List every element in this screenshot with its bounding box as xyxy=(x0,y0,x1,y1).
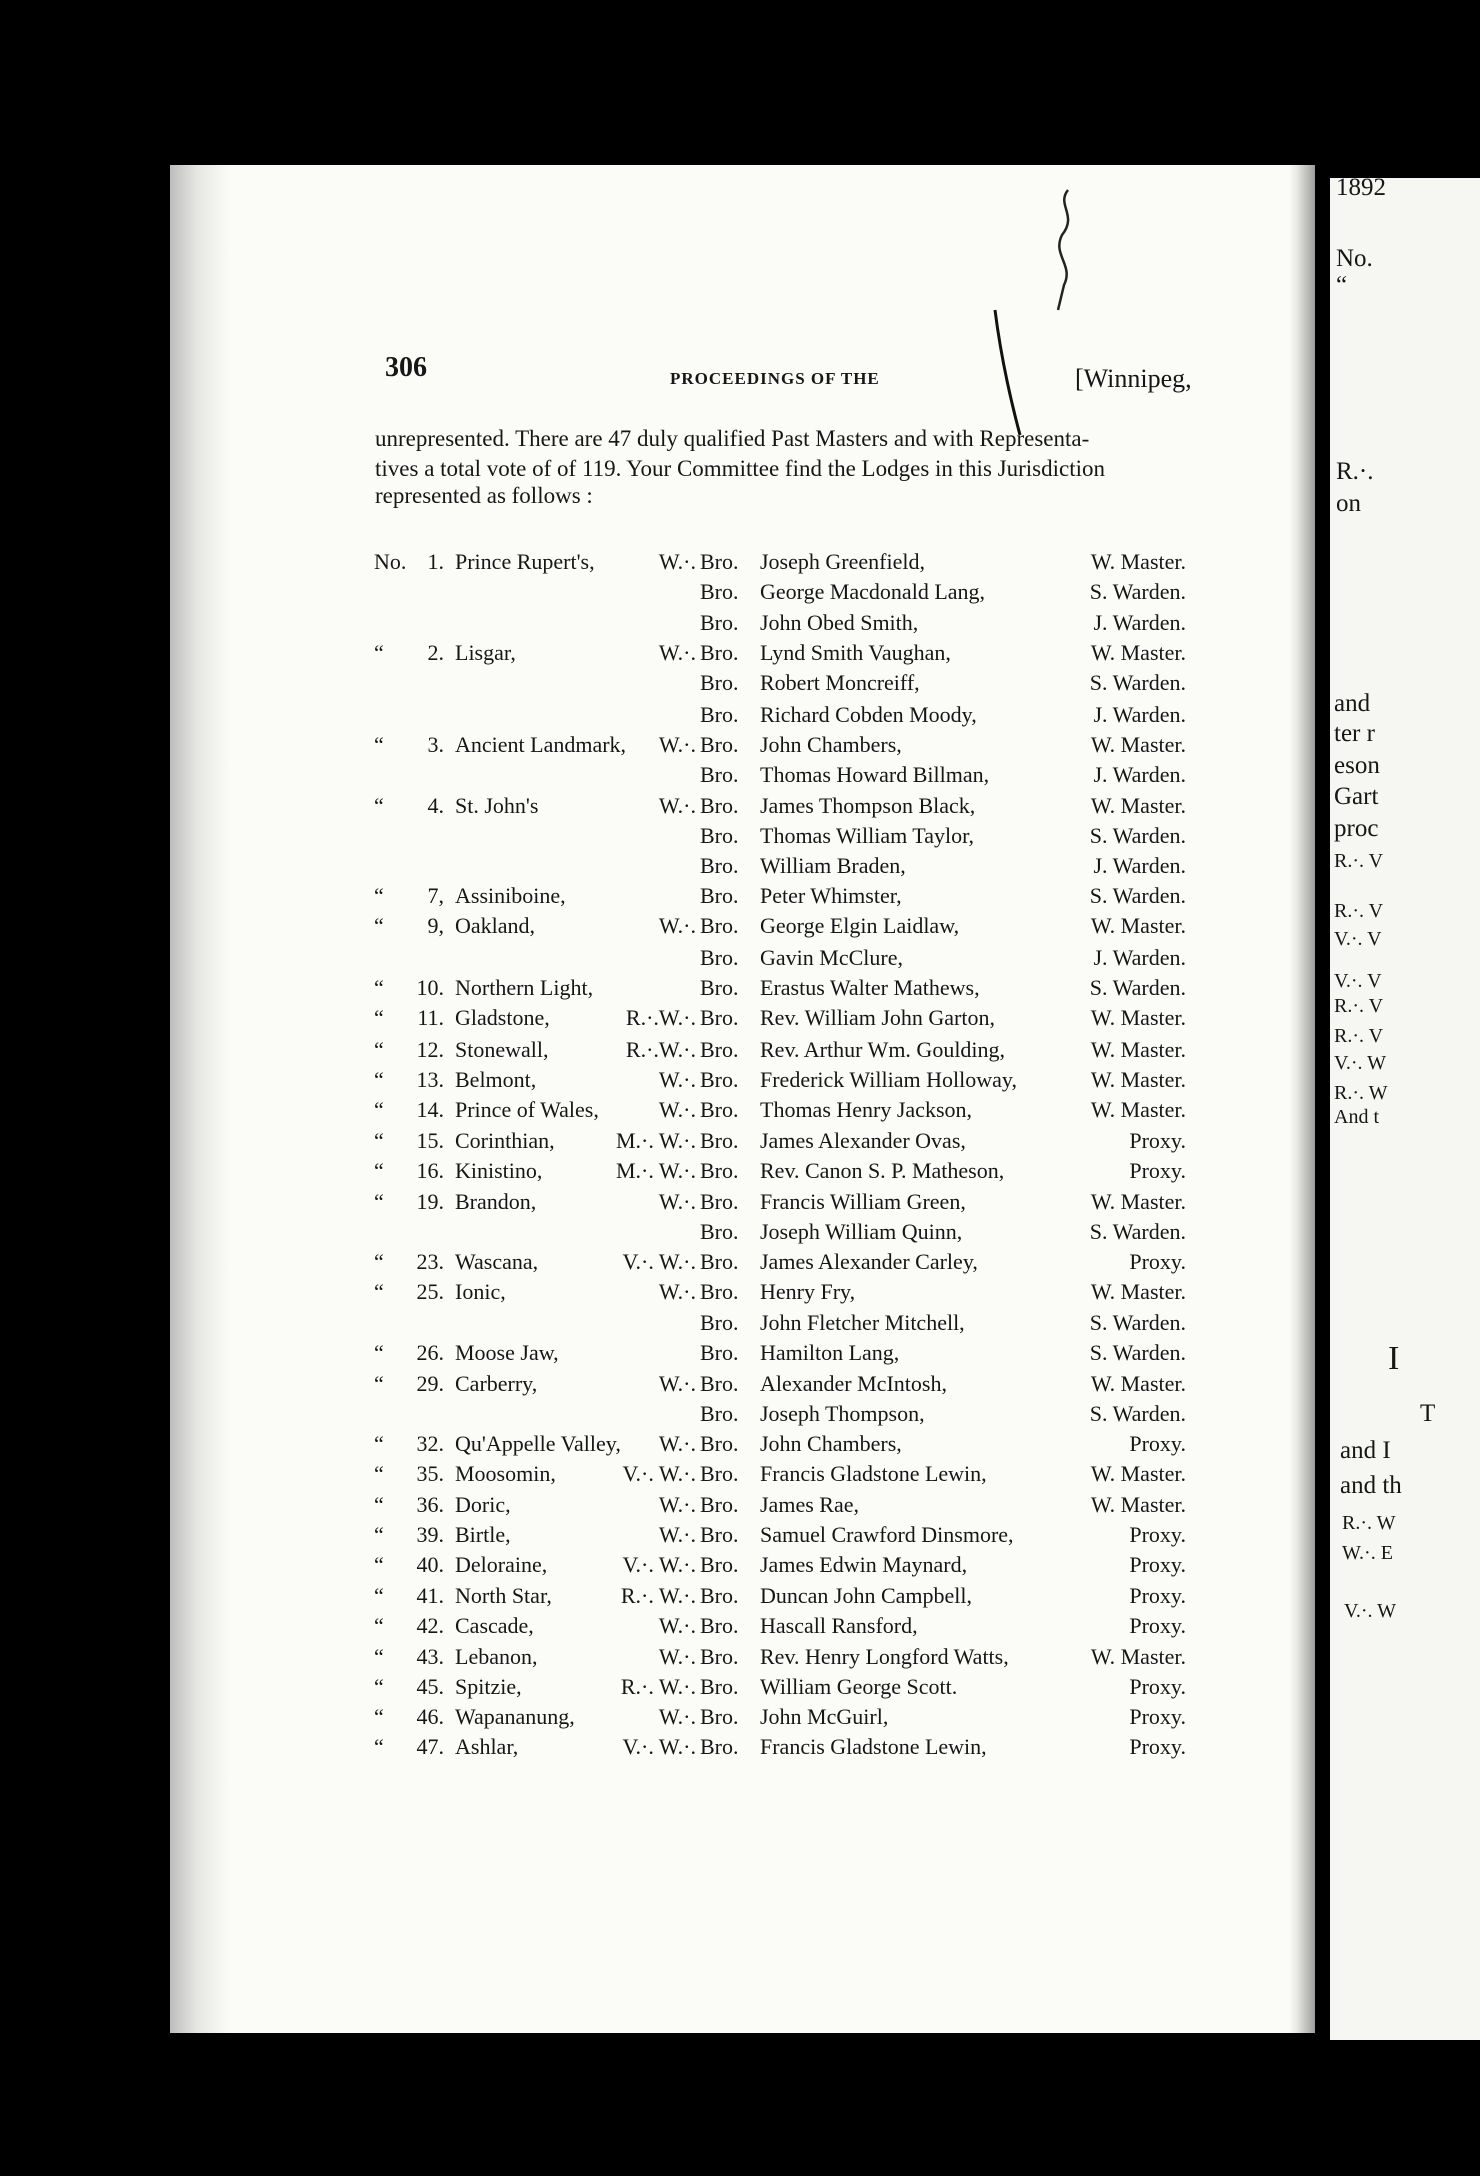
lodge-number: 7, xyxy=(427,883,444,908)
office-title: J. Warden. xyxy=(1093,853,1186,878)
member-name: John Obed Smith, xyxy=(760,610,919,635)
ditto-mark: “ xyxy=(374,1158,384,1183)
brother-prefix: Bro. xyxy=(700,1097,739,1122)
masonic-rank: V.·. W.·. xyxy=(622,1734,696,1759)
member-name: John Chambers, xyxy=(760,732,902,757)
brother-prefix: Bro. xyxy=(700,1613,739,1638)
brother-prefix: Bro. xyxy=(700,1644,739,1669)
office-title: W. Master. xyxy=(1090,793,1186,818)
brother-prefix: Bro. xyxy=(700,913,739,938)
ditto-mark: “ xyxy=(374,640,384,665)
adjacent-page-line: R.·. W xyxy=(1342,1512,1396,1534)
brother-prefix: Bro. xyxy=(700,1128,739,1153)
masonic-rank: R.·. W.·. xyxy=(620,1583,696,1608)
lodge-name: Deloraine, xyxy=(455,1552,548,1577)
masonic-rank: W.·. xyxy=(658,732,696,757)
member-name: Robert Moncreiff, xyxy=(760,670,920,695)
member-name: Samuel Crawford Dinsmore, xyxy=(760,1522,1014,1547)
adjacent-page-line: V.·. W xyxy=(1334,1052,1387,1074)
lodge-name: Ashlar, xyxy=(455,1734,519,1759)
adjacent-page-line: Gart xyxy=(1334,783,1379,810)
member-name: Hamilton Lang, xyxy=(760,1340,900,1365)
office-title: J. Warden. xyxy=(1093,610,1186,635)
member-name: Rev. Henry Longford Watts, xyxy=(760,1644,1009,1669)
office-title: W. Master. xyxy=(1090,1189,1186,1214)
adjacent-page-line: And t xyxy=(1334,1106,1379,1128)
lodge-number: 42. xyxy=(416,1613,444,1638)
lodge-name: Ancient Landmark, xyxy=(455,732,627,757)
adjacent-page-line: V.·. W xyxy=(1344,1600,1397,1622)
adjacent-page-line: V.·. V xyxy=(1334,970,1382,992)
brother-prefix: Bro. xyxy=(700,1492,739,1517)
adjacent-page-line: I xyxy=(1388,1340,1400,1377)
office-title: Proxy. xyxy=(1129,1704,1186,1729)
masonic-rank: M.·. W.·. xyxy=(615,1128,696,1153)
ditto-mark: “ xyxy=(374,1734,384,1759)
running-place: [Winnipeg, xyxy=(1075,364,1192,393)
lodge-number: 4. xyxy=(427,793,444,818)
lodge-number: 15. xyxy=(416,1128,444,1153)
adjacent-page-line: on xyxy=(1336,490,1361,517)
office-title: S. Warden. xyxy=(1089,1219,1186,1244)
brother-prefix: Bro. xyxy=(700,1219,739,1244)
lodge-number: 46. xyxy=(416,1704,444,1729)
lodge-name: Stonewall, xyxy=(455,1037,549,1062)
office-title: S. Warden. xyxy=(1089,670,1186,695)
office-title: S. Warden. xyxy=(1089,1401,1186,1426)
ditto-mark: “ xyxy=(374,1613,384,1638)
office-title: S. Warden. xyxy=(1089,1340,1186,1365)
brother-prefix: Bro. xyxy=(700,640,739,665)
lodge-number: 13. xyxy=(416,1067,444,1092)
adjacent-page-line: eson xyxy=(1334,752,1380,779)
member-name: Thomas William Taylor, xyxy=(760,823,975,848)
brother-prefix: Bro. xyxy=(700,1461,739,1486)
office-title: Proxy. xyxy=(1129,1674,1186,1699)
office-title: J. Warden. xyxy=(1093,762,1186,787)
lodge-name: Qu'Appelle Valley, xyxy=(455,1431,621,1456)
ditto-mark: “ xyxy=(374,1067,384,1092)
member-name: John Chambers, xyxy=(760,1431,902,1456)
office-title: S. Warden. xyxy=(1089,883,1186,908)
lodge-name: Northern Light, xyxy=(455,975,594,1000)
adjacent-page-line: ter r xyxy=(1334,720,1375,747)
lodge-name: Oakland, xyxy=(455,913,536,938)
masonic-rank: W.·. xyxy=(658,1704,696,1729)
adjacent-page-line: and xyxy=(1334,690,1371,717)
ditto-mark: “ xyxy=(374,1492,384,1517)
member-name: Joseph Greenfield, xyxy=(760,549,925,574)
member-name: Rev. Arthur Wm. Goulding, xyxy=(760,1037,1006,1062)
office-title: S. Warden. xyxy=(1089,823,1186,848)
office-title: W. Master. xyxy=(1090,1371,1186,1396)
member-name: Hascall Ransford, xyxy=(760,1613,918,1638)
ditto-mark: No. xyxy=(374,549,407,574)
lodge-name: North Star, xyxy=(455,1583,552,1608)
lodge-number: 40. xyxy=(416,1552,444,1577)
ditto-mark: “ xyxy=(374,1371,384,1396)
masonic-rank: W.·. xyxy=(658,1431,696,1456)
ditto-mark: “ xyxy=(374,975,384,1000)
ditto-mark: “ xyxy=(374,1583,384,1608)
masonic-rank: W.·. xyxy=(658,913,696,938)
member-name: James Rae, xyxy=(760,1492,859,1517)
office-title: W. Master. xyxy=(1090,1005,1186,1030)
lodge-name: Prince Rupert's, xyxy=(455,549,595,574)
masonic-rank: V.·. W.·. xyxy=(622,1461,696,1486)
masonic-rank: W.·. xyxy=(658,1644,696,1669)
lodge-number: 29. xyxy=(416,1371,444,1396)
office-title: Proxy. xyxy=(1129,1583,1186,1608)
masonic-rank: W.·. xyxy=(658,1097,696,1122)
brother-prefix: Bro. xyxy=(700,549,739,574)
member-name: Duncan John Campbell, xyxy=(760,1583,973,1608)
ditto-mark: “ xyxy=(374,1037,384,1062)
adjacent-page-line: T xyxy=(1420,1400,1436,1427)
member-name: James Thompson Black, xyxy=(760,793,976,818)
adjacent-page-line: proc xyxy=(1334,815,1379,842)
ditto-mark: “ xyxy=(374,1279,384,1304)
ditto-mark: “ xyxy=(374,883,384,908)
office-title: Proxy. xyxy=(1129,1552,1186,1577)
masonic-rank: W.·. xyxy=(658,1492,696,1517)
office-title: W. Master. xyxy=(1090,549,1186,574)
office-title: S. Warden. xyxy=(1089,975,1186,1000)
masonic-rank: W.·. xyxy=(658,1189,696,1214)
lodge-number: 47. xyxy=(416,1734,444,1759)
adjacent-page-line: V.·. V xyxy=(1334,928,1382,950)
adjacent-page-line: R.·. W xyxy=(1334,1082,1388,1104)
brother-prefix: Bro. xyxy=(700,1249,739,1274)
lodge-name: Brandon, xyxy=(455,1189,537,1214)
lodge-number: 43. xyxy=(416,1644,444,1669)
lodge-name: Wascana, xyxy=(455,1249,539,1274)
ditto-mark: “ xyxy=(374,913,384,938)
ditto-mark: “ xyxy=(374,1522,384,1547)
office-title: W. Master. xyxy=(1090,913,1186,938)
lodge-number: 19. xyxy=(416,1189,444,1214)
member-name: Rev. Canon S. P. Matheson, xyxy=(760,1158,1005,1183)
masonic-rank: W.·. xyxy=(658,1279,696,1304)
member-name: James Alexander Carley, xyxy=(760,1249,978,1274)
member-name: Francis Gladstone Lewin, xyxy=(760,1734,987,1759)
brother-prefix: Bro. xyxy=(700,1401,739,1426)
lodge-number: 23. xyxy=(416,1249,444,1274)
member-name: Frederick William Holloway, xyxy=(760,1067,1017,1092)
brother-prefix: Bro. xyxy=(700,610,739,635)
ditto-mark: “ xyxy=(374,1674,384,1699)
lodge-name: Prince of Wales, xyxy=(455,1097,599,1122)
adjacent-page-line: W.·. E xyxy=(1342,1542,1393,1564)
ditto-mark: “ xyxy=(374,1097,384,1122)
office-title: Proxy. xyxy=(1129,1249,1186,1274)
ditto-mark: “ xyxy=(374,1249,384,1274)
masonic-rank: W.·. xyxy=(658,793,696,818)
office-title: J. Warden. xyxy=(1093,945,1186,970)
brother-prefix: Bro. xyxy=(700,1371,739,1396)
masonic-rank: W.·. xyxy=(658,549,696,574)
ditto-mark: “ xyxy=(374,1189,384,1214)
ditto-mark: “ xyxy=(374,1128,384,1153)
lodge-name: Gladstone, xyxy=(455,1005,550,1030)
office-title: S. Warden. xyxy=(1089,1310,1186,1335)
lodge-number: 26. xyxy=(416,1340,444,1365)
member-name: William Braden, xyxy=(760,853,906,878)
lodge-name: Assiniboine, xyxy=(455,883,566,908)
brother-prefix: Bro. xyxy=(700,1037,739,1062)
page-gutter-shadow xyxy=(170,165,230,2033)
page-number: 306 xyxy=(385,352,427,383)
page-edge-shadow xyxy=(1289,165,1315,2033)
ditto-mark: “ xyxy=(374,1005,384,1030)
brother-prefix: Bro. xyxy=(700,1704,739,1729)
lodge-number: 12. xyxy=(416,1037,444,1062)
ditto-mark: “ xyxy=(374,1461,384,1486)
brother-prefix: Bro. xyxy=(700,732,739,757)
brother-prefix: Bro. xyxy=(700,1158,739,1183)
ditto-mark: “ xyxy=(374,1340,384,1365)
lodge-name: Ionic, xyxy=(455,1279,506,1304)
office-title: Proxy. xyxy=(1129,1522,1186,1547)
brother-prefix: Bro. xyxy=(700,823,739,848)
lodge-number: 2. xyxy=(427,640,444,665)
masonic-rank: R.·.W.·. xyxy=(625,1037,696,1062)
lodge-number: 10. xyxy=(416,975,444,1000)
office-title: Proxy. xyxy=(1129,1431,1186,1456)
member-name: Joseph William Quinn, xyxy=(760,1219,963,1244)
masonic-rank: R.·. W.·. xyxy=(620,1674,696,1699)
member-name: Peter Whimster, xyxy=(760,883,902,908)
member-name: William George Scott. xyxy=(760,1674,958,1699)
lodge-number: 11. xyxy=(417,1005,444,1030)
brother-prefix: Bro. xyxy=(700,762,739,787)
brother-prefix: Bro. xyxy=(700,1552,739,1577)
lodge-name: St. John's xyxy=(455,793,539,818)
office-title: W. Master. xyxy=(1090,1037,1186,1062)
brother-prefix: Bro. xyxy=(700,702,739,727)
masonic-rank: W.·. xyxy=(658,1371,696,1396)
lodge-name: Carberry, xyxy=(455,1371,538,1396)
brother-prefix: Bro. xyxy=(700,1189,739,1214)
office-title: W. Master. xyxy=(1090,1097,1186,1122)
ditto-mark: “ xyxy=(374,1431,384,1456)
member-name: Lynd Smith Vaughan, xyxy=(760,640,951,665)
lodge-number: 9, xyxy=(427,913,444,938)
member-name: Francis Gladstone Lewin, xyxy=(760,1461,987,1486)
lodge-name: Doric, xyxy=(455,1492,511,1517)
ink-mark-scratch xyxy=(990,300,1030,440)
office-title: Proxy. xyxy=(1129,1734,1186,1759)
masonic-rank: W.·. xyxy=(658,640,696,665)
masonic-rank: R.·.W.·. xyxy=(625,1005,696,1030)
member-name: Joseph Thompson, xyxy=(760,1401,925,1426)
lodge-number: 25. xyxy=(416,1279,444,1304)
brother-prefix: Bro. xyxy=(700,1431,739,1456)
ditto-mark: “ xyxy=(374,1552,384,1577)
intro-line-3: represented as follows : xyxy=(375,483,593,508)
adjacent-page-line: “ xyxy=(1336,272,1348,299)
ditto-mark: “ xyxy=(374,732,384,757)
masonic-rank: W.·. xyxy=(658,1522,696,1547)
brother-prefix: Bro. xyxy=(700,793,739,818)
lodge-number: 14. xyxy=(416,1097,444,1122)
member-name: George Elgin Laidlaw, xyxy=(760,913,960,938)
lodge-name: Moose Jaw, xyxy=(455,1340,559,1365)
brother-prefix: Bro. xyxy=(700,1310,739,1335)
brother-prefix: Bro. xyxy=(700,1522,739,1547)
office-title: W. Master. xyxy=(1090,1461,1186,1486)
member-name: Thomas Howard Billman, xyxy=(760,762,990,787)
lodge-name: Wapananung, xyxy=(455,1704,575,1729)
office-title: W. Master. xyxy=(1090,1492,1186,1517)
brother-prefix: Bro. xyxy=(700,945,739,970)
lodge-name: Spitzie, xyxy=(455,1674,522,1699)
lodge-name: Birtle, xyxy=(455,1522,511,1547)
member-name: James Alexander Ovas, xyxy=(760,1128,966,1153)
adjacent-page-line: R.·. V xyxy=(1334,900,1384,922)
intro-line-2: tives a total vote of of 119. Your Committee find the Lodges in this Jurisdiction xyxy=(375,456,1105,481)
brother-prefix: Bro. xyxy=(700,1734,739,1759)
lodge-number: 45. xyxy=(416,1674,444,1699)
adjacent-page-line: and I xyxy=(1340,1437,1391,1464)
lodge-number: 39. xyxy=(416,1522,444,1547)
member-name: Gavin McClure, xyxy=(760,945,903,970)
lodge-name: Corinthian, xyxy=(455,1128,555,1153)
ditto-mark: “ xyxy=(374,1644,384,1669)
lodge-name: Lisgar, xyxy=(455,640,516,665)
brother-prefix: Bro. xyxy=(700,975,739,1000)
ditto-mark: “ xyxy=(374,1704,384,1729)
brother-prefix: Bro. xyxy=(700,883,739,908)
brother-prefix: Bro. xyxy=(700,853,739,878)
office-title: S. Warden. xyxy=(1089,579,1186,604)
lodge-name: Lebanon, xyxy=(455,1644,538,1669)
office-title: W. Master. xyxy=(1090,1279,1186,1304)
brother-prefix: Bro. xyxy=(700,1279,739,1304)
member-name: John Fletcher Mitchell, xyxy=(760,1310,965,1335)
lodge-number: 3. xyxy=(427,732,444,757)
adjacent-page-line: No. xyxy=(1336,245,1373,272)
brother-prefix: Bro. xyxy=(700,1067,739,1092)
member-name: Francis William Green, xyxy=(760,1189,966,1214)
brother-prefix: Bro. xyxy=(700,1674,739,1699)
adjacent-page xyxy=(1330,178,1480,2040)
brother-prefix: Bro. xyxy=(700,1340,739,1365)
lodge-number: 16. xyxy=(416,1158,444,1183)
masonic-rank: M.·. W.·. xyxy=(615,1158,696,1183)
adjacent-page-line: 1892 xyxy=(1336,178,1386,201)
office-title: Proxy. xyxy=(1129,1613,1186,1638)
brother-prefix: Bro. xyxy=(700,1583,739,1608)
adjacent-page-line: R.·. V xyxy=(1334,850,1384,872)
member-name: John McGuirl, xyxy=(760,1704,889,1729)
lodge-number: 32. xyxy=(416,1431,444,1456)
office-title: W. Master. xyxy=(1090,640,1186,665)
masonic-rank: V.·. W.·. xyxy=(622,1249,696,1274)
member-name: Thomas Henry Jackson, xyxy=(760,1097,973,1122)
member-name: Rev. William John Garton, xyxy=(760,1005,995,1030)
office-title: Proxy. xyxy=(1129,1158,1186,1183)
lodge-number: 36. xyxy=(416,1492,444,1517)
masonic-rank: W.·. xyxy=(658,1613,696,1638)
lodge-number: 1. xyxy=(427,549,444,574)
member-name: Alexander McIntosh, xyxy=(760,1371,947,1396)
lodge-name: Moosomin, xyxy=(455,1461,556,1486)
lodge-number: 41. xyxy=(416,1583,444,1608)
office-title: J. Warden. xyxy=(1093,702,1186,727)
member-name: James Edwin Maynard, xyxy=(760,1552,968,1577)
brother-prefix: Bro. xyxy=(700,1005,739,1030)
masonic-rank: W.·. xyxy=(658,1067,696,1092)
lodge-name: Cascade, xyxy=(455,1613,534,1638)
adjacent-page-line: R.·. V xyxy=(1334,1025,1384,1047)
member-name: Richard Cobden Moody, xyxy=(760,702,977,727)
adjacent-page-line: R.·. V xyxy=(1334,995,1384,1017)
masonic-rank: V.·. W.·. xyxy=(622,1552,696,1577)
ditto-mark: “ xyxy=(374,793,384,818)
office-title: W. Master. xyxy=(1090,1644,1186,1669)
ink-mark-scribble xyxy=(1048,185,1088,315)
lodge-number: 35. xyxy=(416,1461,444,1486)
adjacent-page-line: R.·. xyxy=(1336,458,1374,485)
member-name: George Macdonald Lang, xyxy=(760,579,986,604)
brother-prefix: Bro. xyxy=(700,579,739,604)
brother-prefix: Bro. xyxy=(700,670,739,695)
lodge-name: Belmont, xyxy=(455,1067,537,1092)
office-title: W. Master. xyxy=(1090,1067,1186,1092)
member-name: Henry Fry, xyxy=(760,1279,856,1304)
running-title: PROCEEDINGS OF THE xyxy=(670,369,880,388)
intro-line-1: unrepresented. There are 47 duly qualified Past Masters and with Representa- xyxy=(375,426,1090,451)
office-title: W. Master. xyxy=(1090,732,1186,757)
member-name: Erastus Walter Mathews, xyxy=(760,975,980,1000)
office-title: Proxy. xyxy=(1129,1128,1186,1153)
adjacent-page-line: and th xyxy=(1340,1472,1402,1499)
lodge-name: Kinistino, xyxy=(455,1158,543,1183)
